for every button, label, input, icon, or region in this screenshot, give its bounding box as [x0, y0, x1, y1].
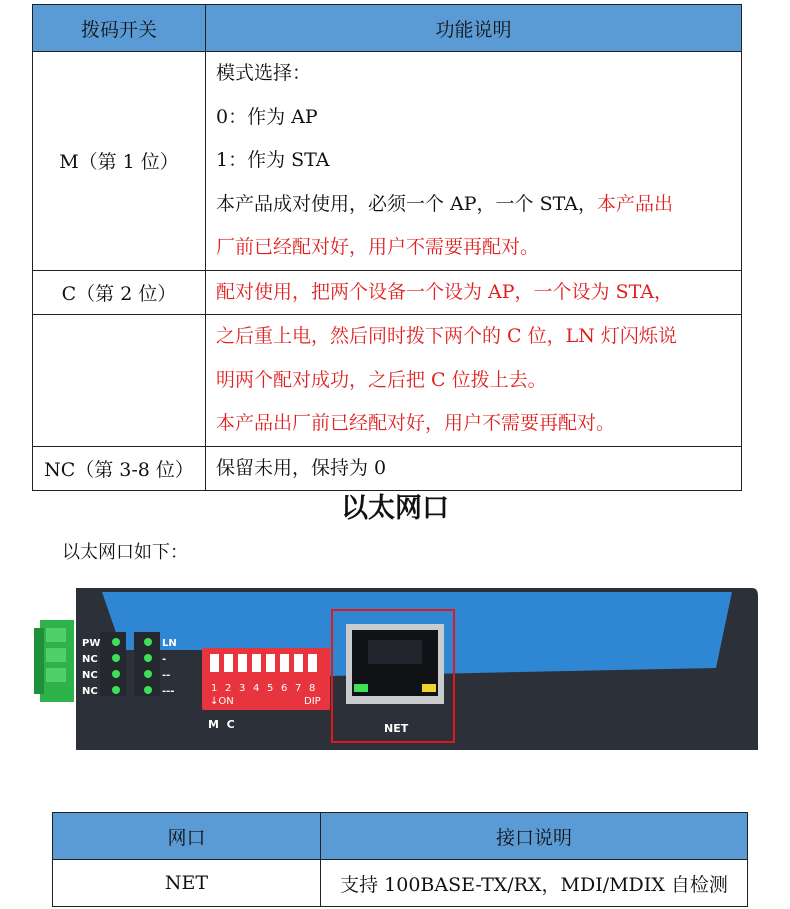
dip-number-5: 5 — [267, 683, 274, 694]
led-label-ln: LN — [162, 638, 177, 649]
net-port-label: NET — [384, 722, 409, 735]
header-interface-description: 接口说明 — [321, 813, 748, 860]
mc-label: M C — [208, 718, 235, 731]
dip-dip-label: DIP — [304, 696, 321, 707]
table-row — [53, 860, 748, 907]
dip-number-6: 6 — [281, 683, 288, 694]
led-label-dash-3: --- — [162, 686, 175, 697]
m-line-4-black: 本产品成对使用，必须一个 AP，一个 STA， — [216, 192, 597, 215]
header-dip-switch: 拨码开关 — [33, 5, 206, 52]
intro-text: 以太网口如下： — [62, 542, 188, 563]
m-line-2: 0：作为 AP — [216, 105, 318, 128]
led-label-pw: PW — [82, 638, 101, 649]
nc-line: 保留未用，保持为 0 — [216, 456, 387, 479]
led-label-nc-3: NC — [82, 686, 98, 697]
device-image — [30, 580, 765, 760]
nc-description — [206, 446, 742, 491]
table-row — [33, 270, 742, 315]
dip-on-label: ↓ON — [210, 696, 234, 707]
led-label-nc-1: NC — [82, 654, 98, 665]
dip-number-8: 8 — [309, 683, 316, 694]
terminal-block — [34, 620, 74, 702]
section-heading: 以太网口 — [341, 493, 449, 524]
net-port-name: NET — [53, 860, 321, 907]
c-line-3: 明两个配对成功，之后把 C 位拨上去。 — [216, 368, 547, 391]
rj45-port — [346, 624, 444, 704]
c-line-2: 之后重上电，然后同时拨下两个的 C 位，LN 灯闪烁说 — [216, 325, 677, 347]
table-row — [33, 315, 742, 447]
header-port: 网口 — [53, 813, 321, 860]
dip-number-1: 1 — [211, 683, 218, 694]
c-description — [206, 315, 742, 447]
net-port-table — [52, 812, 748, 907]
led-label-dash-2: -- — [162, 670, 171, 681]
led-label-nc-2: NC — [82, 670, 98, 681]
table-row — [33, 446, 742, 491]
table-row — [33, 52, 742, 271]
c-key-continued — [33, 315, 206, 447]
dip-number-3: 3 — [239, 683, 246, 694]
m-description — [206, 52, 742, 271]
nc-key: NC（第 3-8 位） — [33, 446, 206, 491]
c-line-4: 本产品出厂前已经配对好，用户不需要再配对。 — [216, 412, 616, 434]
m-line-4-red: 本产品出 — [596, 192, 673, 215]
net-port-description: 支持 100BASE-TX/RX，MDI/MDIX 自检测 — [321, 860, 748, 907]
m-key: M（第 1 位） — [33, 52, 206, 271]
header-function: 功能说明 — [206, 5, 742, 52]
m-line-4 — [216, 183, 731, 227]
c-line-1-cell — [206, 270, 742, 315]
m-line-3: 1：作为 STA — [216, 149, 330, 171]
m-line-1: 模式选择： — [216, 62, 312, 84]
dip-number-2: 2 — [225, 683, 232, 694]
c-line-1: 配对使用，把两个设备一个设为 AP，一个设为 STA， — [216, 280, 673, 303]
c-key: C（第 2 位） — [33, 270, 206, 315]
dip-number-4: 4 — [253, 683, 260, 694]
dip-number-7: 7 — [295, 683, 302, 694]
dip-switch-table — [32, 4, 742, 491]
led-label-dash-1: - — [162, 654, 167, 665]
dip-switch — [202, 648, 330, 710]
m-line-5: 厂前已经配对好，用户不需要再配对。 — [216, 236, 540, 258]
